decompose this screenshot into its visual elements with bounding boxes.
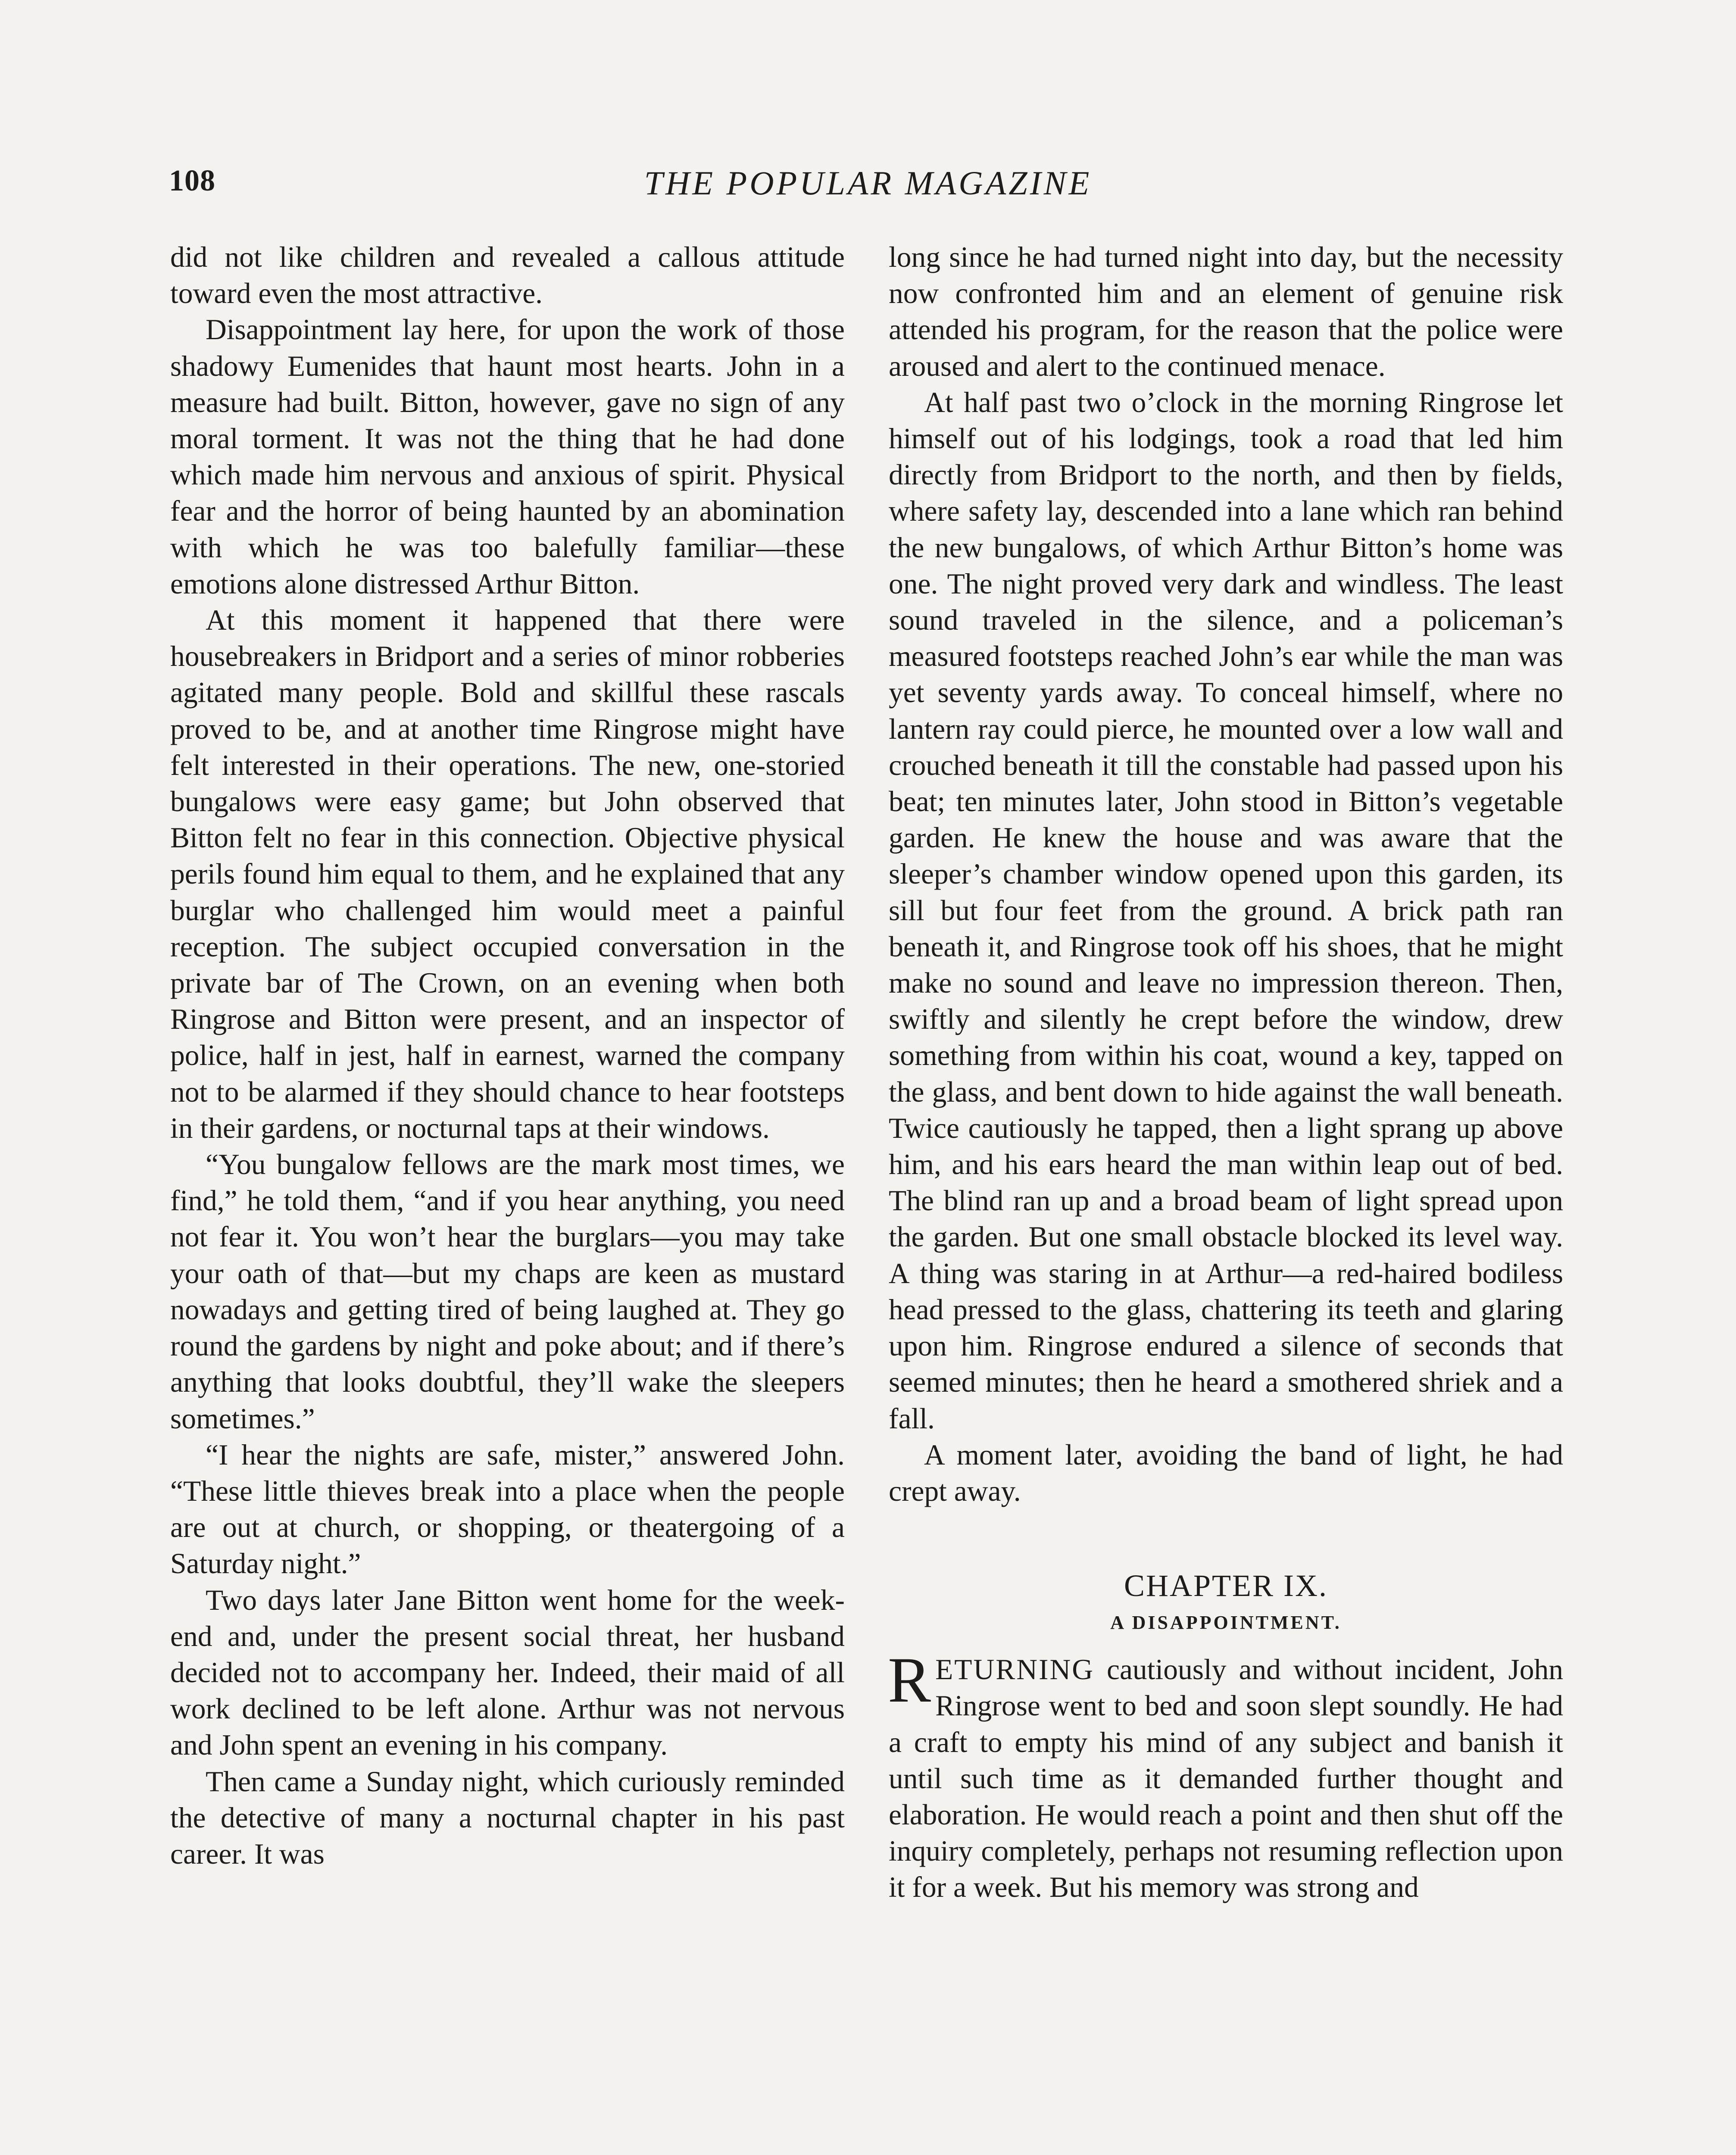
page-header xyxy=(169,164,1567,207)
right-column xyxy=(889,239,1563,1906)
paragraph: Disappointment lay here, for upon the work of those shadowy Eumenides that haunt most hearts. John in a measure had built. Bitton, however, gave no sign of any moral torment. It was not the thing that he had done which made him nervous and anxious of spirit. Physical fear and the horror of being haunted by an abomination with which he was too balefully familiar—these emotions alone distressed Arthur Bitton. xyxy=(170,313,845,600)
paragraph: long since he had turned night into day, but the necessity now confronted him and an element of genuine risk attended his program, for the reason that the police were aroused and alert to the continued menace. xyxy=(889,241,1563,382)
running-head: THE POPULAR MAGAZINE xyxy=(644,164,1092,202)
drop-cap: R xyxy=(888,1644,931,1716)
paragraph: “You bungalow fellows are the mark most times, we find,” he told them, “and if you hear anything, you need not fear it. You won’t hear the burglars—you may take your oath of that—but my chaps are keen as mustard nowadays and getting tired of being laughed at. They go round the gardens by night and poke about; and if there’s anything that looks doubtful, they’ll wake the sleepers sometimes.” xyxy=(170,1148,845,1435)
chapter-subtitle: A DISAPPOINTMENT. xyxy=(1110,1612,1342,1633)
chapter-title: CHAPTER IX. xyxy=(1124,1568,1328,1603)
page-number: 108 xyxy=(169,164,215,197)
paragraph: At half past two o’clock in the morning Ringrose let himself out of his lodgings, took a road that led him directly from Bridport to the north, and then by fields, where safety lay, descended into a lane which ran behind the new bungalows, of which Arthur Bitton’s home was one. The night proved very dark and windless. The least sound traveled in the silence, and a policeman’s measured footsteps reached John’s ear while the man was yet seventy yards away. To conceal himself, where no lantern ray could pierce, he mounted over a low wall and crouched beneath it till the constable had passed upon his beat; ten minutes later, John stood in Bitton’s vegetable garden. He knew the house and was aware that the sleeper’s chamber window opened upon this garden, its sill but four feet from the ground. A brick path ran beneath it, and Ringrose took off his shoes, that he might make no sound and leave no impression thereon. Then, swiftly and silently he crept before the window, drew something from within his coat, wound a key, tapped on the glass, and bent down to hide against the wall beneath. Twice cautiously he tapped, then a light sprang up above him, and his ears heard the man within leap out of bed. The blind ran up and a broad beam of light spread upon the garden. But one small obstacle blocked its level way. A thing was staring in at Arthur—a red-haired bodiless head pressed to the glass, chattering its teeth and glaring upon him. Ringrose endured a silence of seconds that seemed minutes; then he heard a smothered shriek and a fall. xyxy=(889,386,1563,1435)
paragraph: Two days later Jane Bitton went home for the week-end and, under the present social threat, her husband decided not to accompany her. Indeed, their maid of all work declined to be left alone. Arthur was not nervous and John spent an evening in his company. xyxy=(170,1583,845,1761)
left-column xyxy=(170,239,845,1872)
paragraph: “I hear the nights are safe, mister,” answered John. “These little thieves break into a place when the people are out at church, or shopping, or theatergoing of a Saturday night.” xyxy=(170,1438,845,1580)
paragraph: A moment later, avoiding the band of light, he had crept away. xyxy=(889,1438,1563,1507)
paragraph: did not like children and revealed a callous attitude toward even the most attractive. xyxy=(170,241,845,310)
paragraph: Then came a Sunday night, which curiously reminded the detective of many a nocturnal chapter in his past career. It was xyxy=(170,1765,845,1870)
paragraph: At this moment it happened that there were housebreakers in Bridport and a series of minor robberies agitated many people. Bold and skillful these rascals proved to be, and at another time Ringrose might have felt interested in their operations. The new, one-storied bungalows were easy game; but John observed that Bitton felt no fear in this connection. Objective physical perils found him equal to them, and he explained that any burglar who challenged him would meet a painful reception. The subject occupied conversation in the private bar of The Crown, on an evening when both Ringrose and Bitton were present, and an inspector of police, half in jest, half in earnest, warned the company not to be alarmed if they should chance to hear footsteps in their gardens, or nocturnal taps at their windows. xyxy=(170,604,845,1144)
opening-text: cautiously and without incident, John Ringrose went to bed and soon slept soundly. He had a craft to empty his mind of any subject and banish it until such time as it demanded further thought and elaboration. He would reach a point and then shut off the inquiry completely, perhaps not resuming reflection upon it for a week. But his memory was strong and xyxy=(889,1653,1563,1904)
chapter-opening-paragraph xyxy=(888,1644,1563,1905)
opening-word: ETURNING xyxy=(935,1653,1095,1686)
